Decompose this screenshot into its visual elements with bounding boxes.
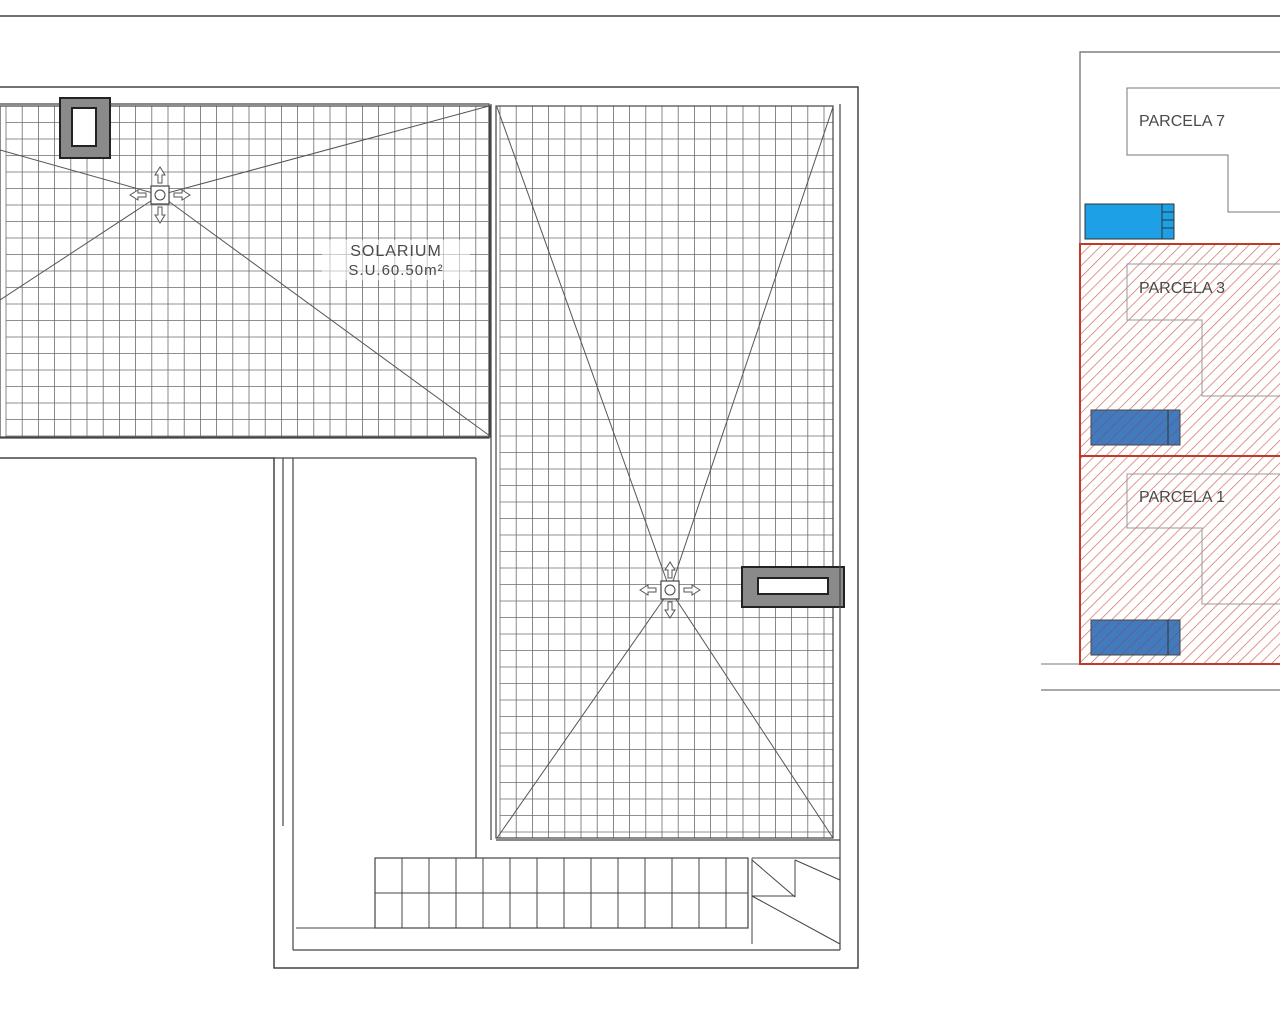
- roof-diagonal: [497, 590, 670, 838]
- solarium-area-label: S.U.60.50m²: [348, 262, 444, 279]
- parcel-3-label: PARCELA 3: [1139, 280, 1225, 297]
- site-plan: [1041, 52, 1280, 690]
- roof-tile-grid: [500, 106, 833, 838]
- roof-drain-icon: [640, 562, 700, 618]
- roof-diagonal: [497, 107, 670, 590]
- parcel-1-label: PARCELA 1: [1139, 489, 1225, 506]
- roof-area-right: [496, 106, 833, 838]
- pool-icon: [1085, 204, 1174, 239]
- chimney-icon: [60, 98, 110, 158]
- pool-icon: [1091, 620, 1180, 655]
- roof-plan: [0, 87, 858, 968]
- roof-drain-icon: [130, 167, 190, 223]
- parcel-7-label: PARCELA 7: [1139, 113, 1225, 130]
- solarium-label: SOLARIUM: [350, 243, 442, 260]
- roof-diagonal: [160, 106, 489, 195]
- pool-icon: [1091, 410, 1180, 445]
- roof-diagonal: [160, 195, 490, 436]
- vent-icon: [742, 567, 844, 607]
- building-outline: [0, 87, 858, 968]
- parcel-7-house-outline: [1127, 88, 1280, 212]
- staircase: [296, 858, 840, 944]
